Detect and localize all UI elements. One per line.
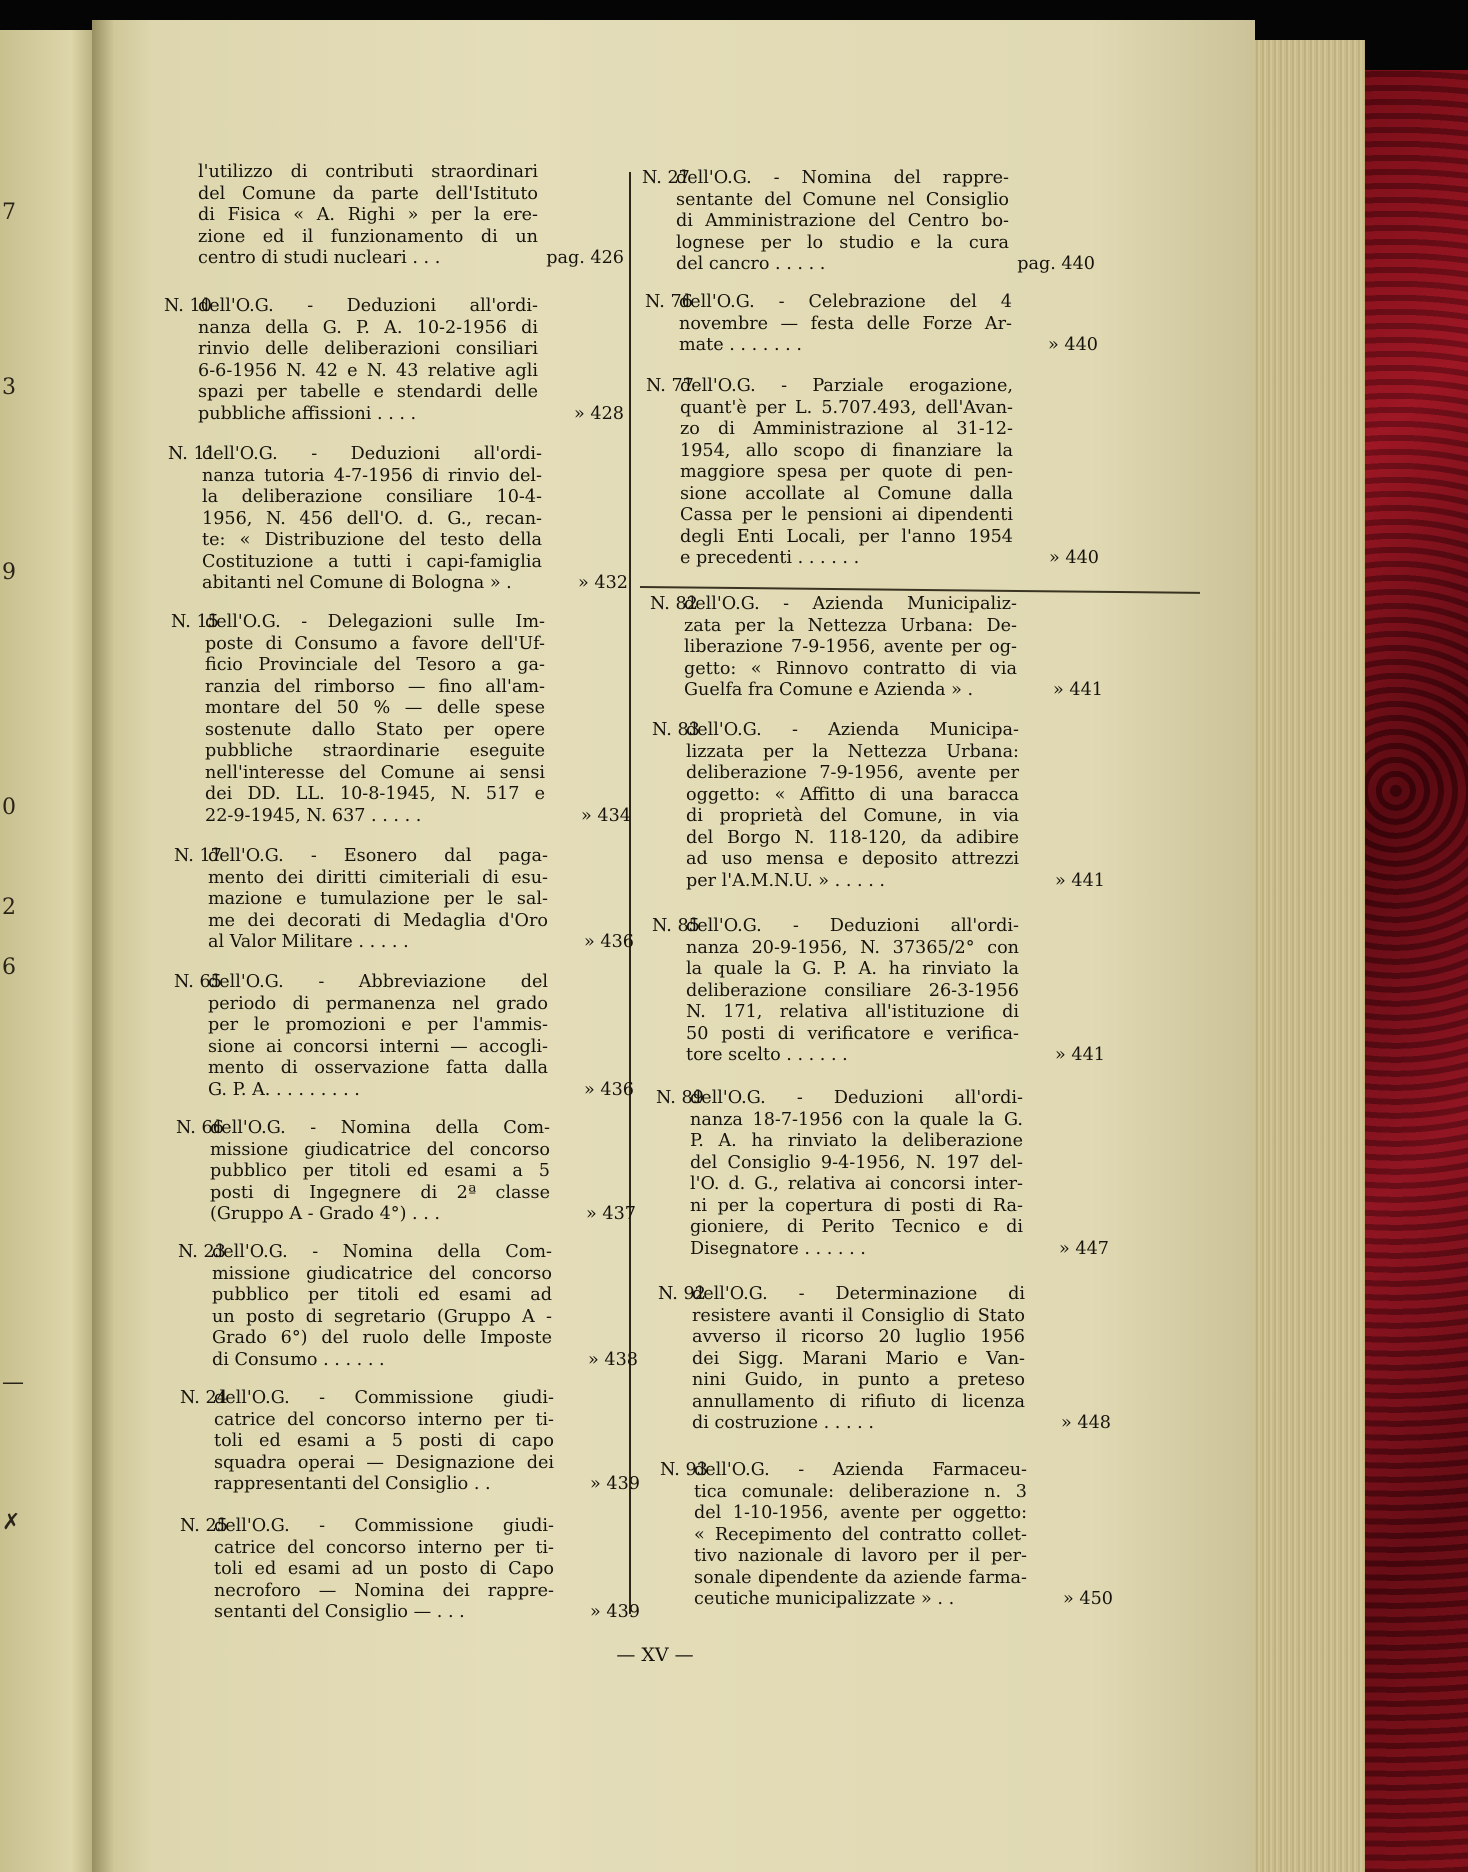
- entry-line: la deliberazione consiliare 10-4-: [202, 487, 542, 507]
- entry-line: nini Guido, in punto a preteso: [692, 1370, 1025, 1390]
- entry-line: sione accollate al Comune dalla: [680, 483, 1013, 504]
- entry-line: dell'O.G. - Esonero dal paga-: [208, 846, 548, 866]
- entry-line: avverso il ricorso 20 luglio 1956: [692, 1327, 1025, 1347]
- entry-line: toli ed esami ad un posto di Capo: [214, 1559, 554, 1579]
- entry-number: N. 76: [645, 292, 693, 312]
- entry-line: dell'O.G. - Deduzioni all'ordi-: [690, 1088, 1023, 1108]
- page-reference: » 438: [588, 1349, 638, 1370]
- page-reference: » 432: [578, 573, 628, 593]
- page-reference: » 441: [1055, 1045, 1105, 1065]
- entry-line: sostenute dallo Stato per opere: [205, 719, 545, 740]
- entry-line: Grado 6°) del ruolo delle Imposte: [212, 1328, 552, 1348]
- index-entry: [646, 376, 1099, 570]
- page-reference: » 436: [584, 1079, 634, 1100]
- entry-number: N. 17: [174, 846, 222, 866]
- entry-line: Guelfa fra Comune e Azienda » .: [684, 680, 974, 700]
- entry-line: mazione e tumulazione per le sal-: [208, 889, 548, 909]
- page-reference: » 448: [1061, 1413, 1111, 1433]
- entry-line: al Valor Militare . . . . .: [208, 932, 409, 952]
- index-entry: [650, 594, 1103, 702]
- page-reference: » 439: [590, 1602, 640, 1622]
- entry-line: oggetto: « Affitto di una baracca: [686, 784, 1019, 805]
- entry-line: zione ed il funzionamento di un: [198, 226, 538, 247]
- entry-line: l'O. d. G., relativa ai concorsi inter-: [690, 1174, 1023, 1194]
- entry-line: catrice del concorso interno per ti-: [214, 1537, 554, 1558]
- entry-line: 50 posti di verificatore e verifica-: [686, 1023, 1019, 1044]
- page-reference: pag. 426: [546, 248, 624, 268]
- page-reference: » 436: [584, 932, 634, 952]
- entry-line: del Comune da parte dell'Istituto: [198, 183, 538, 204]
- entry-line: « Recepimento del contratto collet-: [694, 1524, 1027, 1545]
- margin-mark: 7: [2, 200, 16, 225]
- entry-number: N. 66: [176, 1118, 224, 1138]
- entry-line: maggiore spesa per quote di pen-: [680, 462, 1013, 482]
- column-divider: [629, 172, 631, 1614]
- entry-line: dell'O.G. - Deduzioni all'ordi-: [198, 296, 538, 316]
- entry-line: un posto di segretario (Gruppo A -: [212, 1306, 552, 1327]
- entry-line: dell'O.G. - Deduzioni all'ordi-: [686, 916, 1019, 936]
- entry-number: N. 65: [174, 972, 222, 992]
- entry-line: montare del 50 % — delle spese: [205, 698, 545, 718]
- entry-line: pubbliche affissioni . . . .: [198, 403, 417, 424]
- entry-line: dell'O.G. - Nomina del rappre-: [676, 168, 1009, 188]
- entry-line: ni per la copertura di posti di Ra-: [690, 1195, 1023, 1216]
- entry-line: dell'O.G. - Commissione giudi-: [214, 1516, 554, 1536]
- index-entry: [642, 168, 1095, 276]
- entry-line: dell'O.G. - Deduzioni all'ordi-: [202, 444, 542, 464]
- entry-line: lognese per lo studio e la cura: [676, 232, 1009, 253]
- book-cover-edge: [1365, 70, 1468, 1872]
- page-reference: » 440: [1049, 548, 1099, 568]
- entry-line: quant'è per L. 5.707.493, dell'Avan-: [680, 397, 1013, 418]
- entry-line: l'utilizzo di contributi straordinari: [198, 162, 538, 182]
- entry-line: nanza 20-9-1956, N. 37365/2° con: [686, 937, 1019, 958]
- entry-number: N. 93: [660, 1460, 708, 1480]
- entry-line: annullamento di rifiuto di licenza: [692, 1391, 1025, 1412]
- entry-line: 1954, allo scopo di finanziare la: [680, 440, 1013, 461]
- entry-line: sentante del Comune nel Consiglio: [676, 189, 1009, 210]
- entry-line: di Fisica « A. Righi » per la ere-: [198, 205, 538, 225]
- index-entry: [660, 1460, 1113, 1611]
- entry-line: mento di osservazione fatta dalla: [208, 1058, 548, 1078]
- entry-line: mento dei diritti cimiteriali di esu-: [208, 867, 548, 888]
- index-entry: [174, 846, 634, 954]
- entry-number: N. 92: [658, 1284, 706, 1304]
- margin-mark: —: [2, 1370, 24, 1395]
- index-entry: [658, 1284, 1111, 1435]
- entry-number: N. 15: [171, 612, 219, 632]
- entry-line: di proprietà del Comune, in via: [686, 806, 1019, 826]
- index-entry: [174, 972, 634, 1101]
- page-reference: » 441: [1055, 870, 1105, 891]
- entry-line: la quale la G. P. A. ha rinviato la: [686, 959, 1019, 979]
- margin-mark: 6: [2, 955, 16, 980]
- entry-line: missione giudicatrice del concorso: [210, 1139, 550, 1160]
- index-entry: [178, 1242, 638, 1371]
- page-reference: » 439: [590, 1474, 640, 1494]
- entry-line: dei Sigg. Marani Mario e Van-: [692, 1348, 1025, 1369]
- entry-line: dell'O.G. - Delegazioni sulle Im-: [205, 612, 545, 632]
- entry-line: dell'O.G. - Determinazione di: [692, 1284, 1025, 1304]
- entry-line: ceutiche municipalizzate » . .: [694, 1589, 955, 1609]
- entry-line: rappresentanti del Consiglio . .: [214, 1474, 491, 1494]
- page-reference: » 434: [581, 805, 631, 826]
- entry-line: dell'O.G. - Azienda Farmaceu-: [694, 1460, 1027, 1480]
- entry-number: N. 77: [646, 376, 694, 396]
- entry-line: N. 171, relativa all'istituzione di: [686, 1002, 1019, 1022]
- entry-number: N. 89: [656, 1088, 704, 1108]
- entry-line: dell'O.G. - Parziale erogazione,: [680, 376, 1013, 396]
- entry-line: dell'O.G. - Azienda Municipa-: [686, 720, 1019, 740]
- entry-line: dell'O.G. - Abbreviazione del: [208, 972, 548, 992]
- entry-line: me dei decorati di Medaglia d'Oro: [208, 910, 548, 931]
- entry-line: liberazione 7-9-1956, avente per og-: [684, 637, 1017, 657]
- entry-line: dei DD. LL. 10-8-1945, N. 517 e: [205, 784, 545, 804]
- entry-line: 6-6-1956 N. 42 e N. 43 relative agli: [198, 360, 538, 381]
- entry-number: N. 24: [180, 1388, 228, 1408]
- entry-line: missione giudicatrice del concorso: [212, 1263, 552, 1284]
- entry-line: toli ed esami a 5 posti di capo: [214, 1431, 554, 1451]
- index-entry: [164, 296, 624, 425]
- index-entry: [656, 1088, 1109, 1260]
- entry-line: tivo nazionale di lavoro per il per-: [694, 1546, 1027, 1566]
- entry-line: pubbliche straordinarie eseguite: [205, 741, 545, 761]
- entry-line: del cancro . . . . .: [676, 254, 826, 274]
- page-number-footer: — XV —: [616, 1644, 694, 1666]
- entry-line: ficio Provinciale del Tesoro a ga-: [205, 655, 545, 675]
- entry-line: tica comunale: deliberazione n. 3: [694, 1481, 1027, 1502]
- margin-mark: 3: [2, 375, 16, 400]
- entry-line: mate . . . . . . .: [679, 335, 802, 355]
- index-entry: [180, 1388, 640, 1496]
- page-reference: » 450: [1063, 1589, 1113, 1609]
- entry-line: del Consiglio 9-4-1956, N. 197 del-: [690, 1152, 1023, 1173]
- entry-line: necroforo — Nomina dei rappre-: [214, 1580, 554, 1601]
- entry-number: N. 83: [652, 720, 700, 740]
- entry-line: deliberazione 7-9-1956, avente per: [686, 763, 1019, 783]
- page-reference: » 437: [586, 1204, 636, 1224]
- entry-line: (Gruppo A - Grado 4°) . . .: [210, 1204, 441, 1224]
- page-reference: pag. 440: [1017, 254, 1095, 274]
- page-stack-edge: [1255, 40, 1365, 1872]
- entry-line: pubblico per titoli ed esami a 5: [210, 1161, 550, 1181]
- entry-line: nanza 18-7-1956 con la quale la G.: [690, 1109, 1023, 1130]
- entry-line: squadra operai — Designazione dei: [214, 1452, 554, 1473]
- entry-line: 1956, N. 456 dell'O. d. G., recan-: [202, 508, 542, 529]
- entry-number: N. 11: [168, 444, 216, 464]
- entry-number: N. 82: [650, 594, 698, 614]
- entry-line: zata per la Nettezza Urbana: De-: [684, 615, 1017, 636]
- entry-line: getto: « Rinnovo contratto di via: [684, 658, 1017, 679]
- index-entry: [171, 612, 631, 827]
- entry-line: P. A. ha rinviato la deliberazione: [690, 1131, 1023, 1151]
- entry-line: te: « Distribuzione del testo della: [202, 530, 542, 550]
- entry-line: poste di Consumo a favore dell'Uf-: [205, 633, 545, 654]
- entry-line: di costruzione . . . . .: [692, 1413, 874, 1433]
- entry-line: dell'O.G. - Nomina della Com-: [210, 1118, 550, 1138]
- entry-line: dell'O.G. - Commissione giudi-: [214, 1388, 554, 1408]
- entry-line: deliberazione consiliare 26-3-1956: [686, 980, 1019, 1001]
- entry-line: posti di Ingegnere di 2ª classe: [210, 1182, 550, 1203]
- entry-line: per le promozioni e per l'ammis-: [208, 1015, 548, 1035]
- index-entry: [176, 1118, 636, 1226]
- page-reference: » 440: [1048, 335, 1098, 355]
- entry-number: N. 27: [642, 168, 690, 188]
- index-entry: [198, 162, 624, 270]
- entry-line: sonale dipendente da aziende farma-: [694, 1567, 1027, 1588]
- entry-number: N. 85: [652, 916, 700, 936]
- entry-line: periodo di permanenza nel grado: [208, 993, 548, 1014]
- entry-line: ad uso mensa e deposito attrezzi: [686, 849, 1019, 869]
- entry-line: resistere avanti il Consiglio di Stato: [692, 1305, 1025, 1326]
- entry-line: Cassa per le pensioni ai dipendenti: [680, 505, 1013, 525]
- entry-line: gioniere, di Perito Tecnico e di: [690, 1217, 1023, 1237]
- entry-line: Costituzione a tutti i capi-famiglia: [202, 551, 542, 572]
- entry-line: Disegnatore . . . . . .: [690, 1238, 866, 1259]
- entry-line: rinvio delle deliberazioni consiliari: [198, 339, 538, 359]
- index-entry: [652, 720, 1105, 892]
- entry-line: per l'A.M.N.U. » . . . . .: [686, 870, 885, 891]
- index-entry: [645, 292, 1098, 357]
- index-entry: [180, 1516, 640, 1624]
- entry-line: lizzata per la Nettezza Urbana:: [686, 741, 1019, 762]
- entry-number: N. 10: [164, 296, 212, 316]
- entry-line: nanza tutoria 4-7-1956 di rinvio del-: [202, 465, 542, 486]
- index-entry: [168, 444, 628, 595]
- entry-line: sentanti del Consiglio — . . .: [214, 1602, 465, 1622]
- page-reference: » 428: [574, 403, 624, 424]
- entry-line: ranzia del rimborso — fino all'am-: [205, 676, 545, 697]
- margin-mark: 0: [2, 795, 16, 820]
- entry-line: del Borgo N. 118-120, da adibire: [686, 827, 1019, 848]
- entry-line: tore scelto . . . . . .: [686, 1045, 848, 1065]
- index-entry: [652, 916, 1105, 1067]
- entry-line: nanza della G. P. A. 10-2-1956 di: [198, 317, 538, 338]
- entry-line: sione ai concorsi interni — accogli-: [208, 1036, 548, 1057]
- margin-mark: 9: [2, 560, 16, 585]
- entry-line: di Consumo . . . . . .: [212, 1349, 385, 1370]
- entry-line: abitanti nel Comune di Bologna » .: [202, 573, 512, 593]
- entry-line: di Amministrazione del Centro bo-: [676, 211, 1009, 231]
- entry-line: pubblico per titoli ed esami ad: [212, 1285, 552, 1305]
- entry-line: dell'O.G. - Azienda Municipaliz-: [684, 594, 1017, 614]
- entry-line: dell'O.G. - Nomina della Com-: [212, 1242, 552, 1262]
- entry-line: zo di Amministrazione al 31-12-: [680, 419, 1013, 439]
- entry-line: degli Enti Locali, per l'anno 1954: [680, 526, 1013, 547]
- entry-line: spazi per tabelle e stendardi delle: [198, 382, 538, 402]
- entry-line: centro di studi nucleari . . .: [198, 248, 441, 268]
- left-margin-marks: [0, 0, 30, 1872]
- entry-line: nell'interesse del Comune ai sensi: [205, 762, 545, 783]
- entry-line: 22-9-1945, N. 637 . . . . .: [205, 805, 422, 826]
- entry-number: N. 23: [178, 1242, 226, 1262]
- entry-line: dell'O.G. - Celebrazione del 4: [679, 292, 1012, 312]
- entry-number: N. 25: [180, 1516, 228, 1536]
- entry-line: novembre — festa delle Forze Ar-: [679, 313, 1012, 334]
- page-reference: » 441: [1053, 680, 1103, 700]
- gutter-shadow: [92, 20, 114, 1872]
- entry-line: e precedenti . . . . . .: [680, 548, 860, 568]
- margin-mark: 2: [2, 895, 16, 920]
- entry-line: G. P. A. . . . . . . . .: [208, 1079, 360, 1100]
- entry-line: catrice del concorso interno per ti-: [214, 1409, 554, 1430]
- page-reference: » 447: [1059, 1238, 1109, 1259]
- entry-line: del 1-10-1956, avente per oggetto:: [694, 1503, 1027, 1523]
- margin-mark: ✗: [2, 1510, 21, 1535]
